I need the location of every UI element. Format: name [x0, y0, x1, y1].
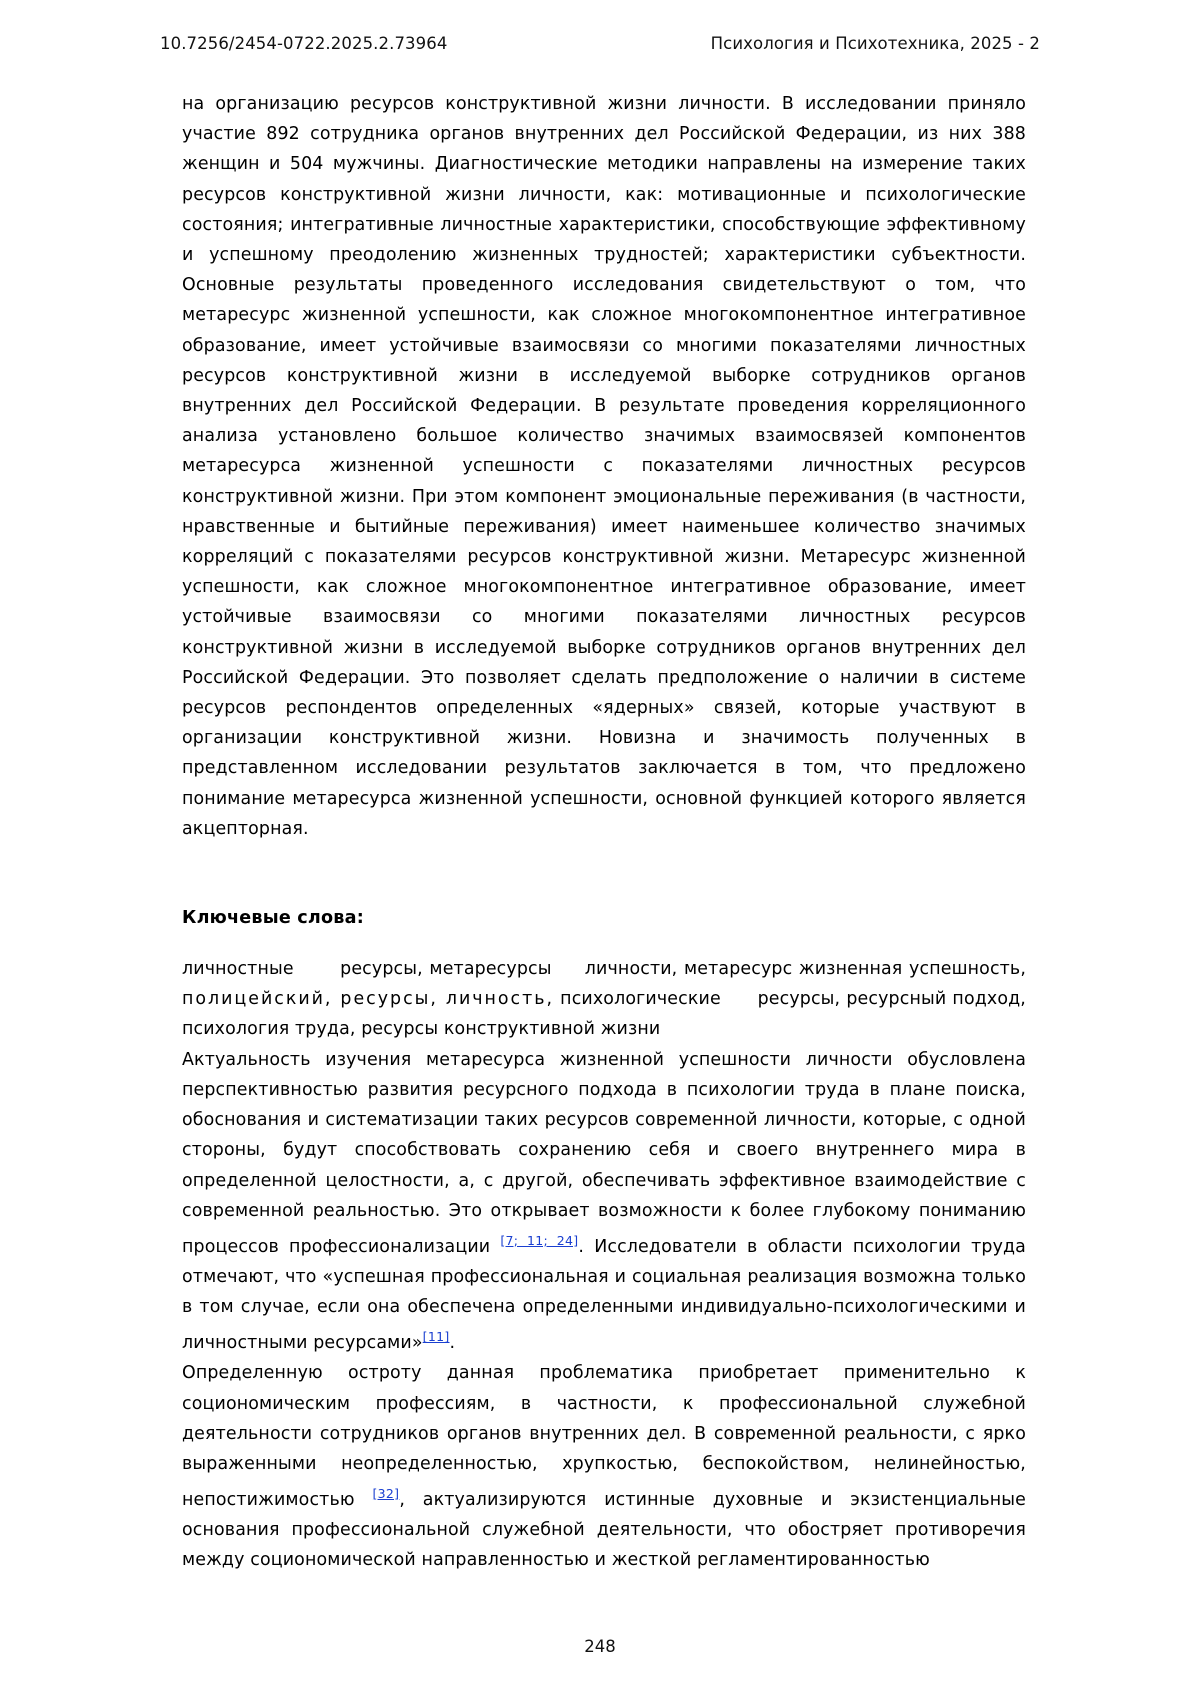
paragraph-1-text-mid: . Исследователи в области психологии труда отмечают, что «успешная профессиональная и социальная реализация возможна только в том случае, если она обеспечена определенными индивидуально-психологическими и личностными ресурсами» [182, 1236, 1026, 1354]
citation-link-7-11-24[interactable]: [7; 11; 24] [500, 1232, 579, 1248]
page-header [160, 34, 1040, 53]
journal-title: Психология и Психотехника, 2025 - 2 [710, 34, 1040, 53]
abstract-paragraph: на организацию ресурсов конструктивной жизни личности. В исследовании приняло участие 892 сотрудника органов внутренних дел Российской Федерации, из них 388 женщин и 504 мужчины. Диагностические методики направлены на измерение таких ресурсов конструктивной жизни личности, как: мотивационные и психологические состояния; интегративные личностные характеристики, способствующие эффективному и успешному преодолению жизненных трудностей; характеристики субъектности. Основные результаты проведенного исследования свидетельствуют о том, что метаресурс жизненной успешности, как сложное многокомпонентное интегративное образование, имеет устойчивые взаимосвязи со многими показателями личностных ресурсов конструктивной жизни в исследуемой выборке сотрудников органов внутренних дел Российской Федерации. В результате проведения корреляционного анализа установлено большое количество значимых взаимосвязей компонентов метаресурса жизненной успешности с показателями личностных ресурсов конструктивной жизни. При этом компонент эмоциональные переживания (в частности, нравственные и бытийные переживания) имеет наименьшее количество значимых корреляций с показателями ресурсов конструктивной жизни. Метаресурс жизненной успешности, как сложное многокомпонентное интегративное образование, имеет устойчивые взаимосвязи со многими показателями личностных ресурсов конструктивной жизни в исследуемой выборке сотрудников органов внутренних дел Российской Федерации. Это позволяет сделать предположение о наличии в системе ресурсов респондентов определенных «ядерных» связей, которые участвуют в организации конструктивной жизни. Новизна и значимость полученных в представленном исследовании результатов заключается в том, что предложено понимание метаресурса жизненной успешности, основной функцией которого является акцепторная. [182, 94, 1026, 839]
citation-link-32[interactable]: [32] [372, 1486, 400, 1502]
article-body [160, 89, 1040, 1576]
paragraph-2-text-mid: , актуализируются истинные духовные и экзистенциальные основания профессиональной служебной деятельности, что обостряет противоречия между социономической направленностью и жесткой регламентированностью [182, 1489, 1026, 1571]
keyword-segment-6: ресурсы, ресурсный подход, [757, 989, 1026, 1010]
paragraph-1-text-before: Актуальность изучения метаресурса жизненной успешности личности обусловлена перспективностью развития ресурсного подхода в психологии труда в плане поиска, обоснования и систематизации таких ресурсов современной личности, которые, с одной стороны, будут способствовать сохранению себя и своего внутреннего мира в определенной целостности, а, с другой, обеспечивать эффективное взаимодействие с современной реальностью. Это открывает возможности к более глубокому пониманию процессов профессионализации [182, 1049, 1026, 1257]
page-number: 248 [584, 1637, 616, 1656]
citation-link-11[interactable]: [11] [422, 1329, 450, 1345]
keyword-segment-7: психология труда, ресурсы конструктивной жизни [182, 1019, 661, 1040]
paragraph-2-text-before: Определенную остроту данная проблематика приобретает применительно к социономическим профессиям, в частности, к профессиональной служебной деятельности сотрудников органов внутренних дел. В современной реальности, с ярко выраженными неопределенностью, хрупкостью, беспокойством, нелинейностью, непостижимостью [182, 1363, 1026, 1510]
keyword-segment-3: личности, метаресурс жизненная успешность, [584, 959, 1027, 980]
body-paragraph-1 [182, 1045, 1026, 1359]
body-paragraph-2 [182, 1358, 1026, 1575]
keywords-heading: Ключевые слова: [182, 908, 364, 929]
keyword-segment-2: ресурсы, метаресурсы [340, 959, 552, 980]
paragraph-1-text-after: . [449, 1333, 456, 1354]
keyword-segment-4: полицейский, ресурсы, личность, [182, 989, 555, 1010]
doi-text: 10.7256/2454-0722.2025.2.73964 [160, 34, 448, 53]
keyword-segment-5: психологические [560, 989, 721, 1010]
keywords-list [182, 954, 1026, 1045]
keyword-segment-1: личностные [182, 959, 294, 980]
